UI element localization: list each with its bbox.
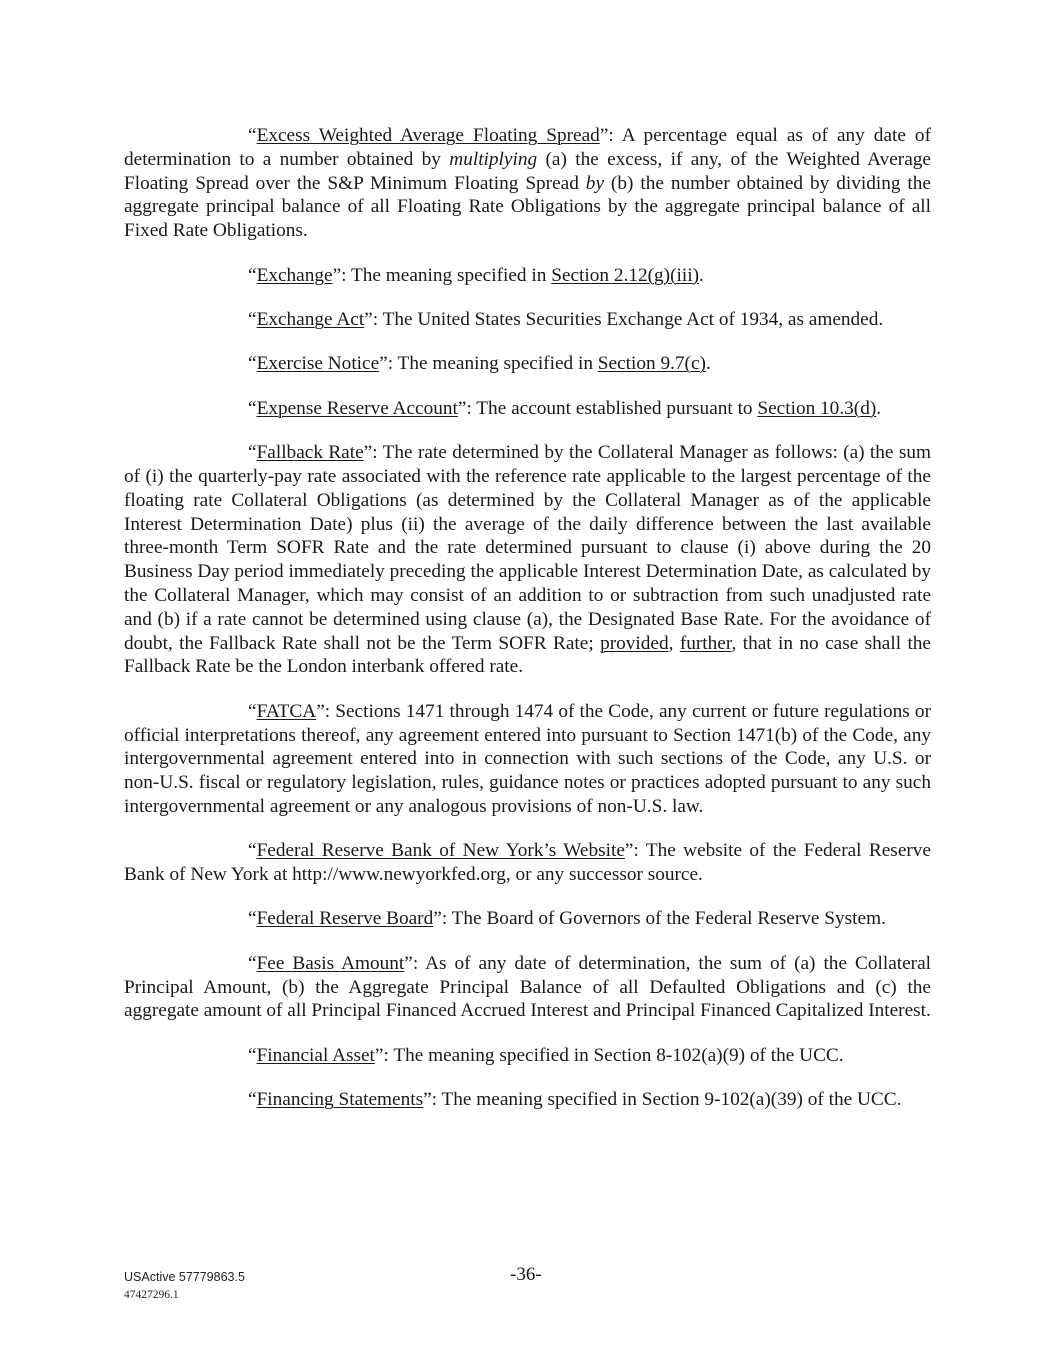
defined-term: FATCA [256, 700, 317, 722]
defined-term: Exchange [256, 264, 333, 286]
definition-frbny-website: “Federal Reserve Bank of New York’s Website”: The website of the Federal Reserve Bank of New York at http://www.newyorkfed.org, or any successor source. [124, 840, 931, 886]
section-reference: Section 2.12(g)(iii) [551, 264, 700, 286]
definition-exchange-act: “Exchange Act”: The United States Securities Exchange Act of 1934, as amended. [248, 308, 884, 330]
section-reference: Section 9.7(c) [597, 353, 706, 375]
defined-term: Federal Reserve Board [256, 908, 434, 930]
defined-term: Fee Basis Amount [256, 952, 405, 974]
defined-term: Federal Reserve Bank of New York’s Website [256, 840, 625, 862]
defined-term: Exchange Act [256, 308, 365, 330]
definition-financing-statements: “Financing Statements”: The meaning specified in Section 9-102(a)(39) of the UCC. [248, 1089, 902, 1111]
definition-excess-weighted-average-floating-spread: “Excess Weighted Average Floating Spread”: A percentage equal as of any date of determination to a number obtained by multiplying (a) the excess, if any, of the Weighted Average Floating Spread over the S&P Minimum Floating Spread by (b) the number obtained by dividing the aggregate principal balance of all Floating Rate Obligations by the aggregate principal balance of all Fixed Rate Obligations. [124, 125, 931, 242]
definition-exercise-notice: “Exercise Notice”: The meaning specified in Section 9.7(c). [248, 353, 711, 375]
footer-doc-id: USActive 57779863.5 [124, 1270, 245, 1284]
definition-exchange: “Exchange”: The meaning specified in Section 2.12(g)(iii). [248, 264, 704, 286]
definition-fatca: “FATCA”: Sections 1471 through 1474 of the Code, any current or future regulations or official interpretations thereof, any agreement entered into pursuant to Section 1471(b) of the Code, any intergovernmental agreement entered into in connection with such sections of the Code, any U.S. or non-U.S. fiscal or regulatory legislation, rules, guidance notes or practices adopted pursuant to any such intergovernmental agreement or any analogous provisions of non-U.S. law. [124, 700, 931, 817]
defined-term: Excess Weighted Average Floating Spread [256, 125, 600, 146]
footer-document-ids [124, 1268, 245, 1304]
defined-term: Expense Reserve Account [256, 397, 458, 419]
definition-fee-basis-amount: “Fee Basis Amount”: As of any date of determination, the sum of (a) the Collateral Principal Amount, (b) the Aggregate Principal Balance of all Defaulted Obligations and (c) the aggregate amount of all Principal Financed Accrued Interest and Principal Financed Capitalized Interest. [124, 952, 931, 1022]
document-page [124, 124, 931, 1133]
definition-fallback-rate: “Fallback Rate”: The rate determined by the Collateral Manager as follows: (a) the sum of (i) the quarterly-pay rate associated with the reference rate applicable to the largest percentage of the floating rate Collateral Obligations (as determined by the Collateral Manager as of the applicable Interest Determination Date) plus (ii) the average of the daily difference between the last available three-month Term SOFR Rate and the rate determined pursuant to clause (i) above during the 20 Business Day period immediately preceding the applicable Interest Determination Date, as calculated by the Collateral Manager, which may consist of an addition to or subtraction from such unadjusted rate and (b) if a rate cannot be determined using clause (a), the Designated Base Rate. For the avoidance of doubt, the Fallback Rate shall not be the Term SOFR Rate; provided, further, that in no case shall the Fallback Rate be the London interbank offered rate. [124, 442, 932, 678]
definition-expense-reserve-account: “Expense Reserve Account”: The account established pursuant to Section 10.3(d). [248, 397, 882, 419]
definition-federal-reserve-board: “Federal Reserve Board”: The Board of Governors of the Federal Reserve System. [248, 908, 886, 930]
section-reference: Section 10.3(d) [757, 397, 877, 419]
definition-financial-asset: “Financial Asset”: The meaning specified in Section 8-102(a)(9) of the UCC. [248, 1044, 844, 1066]
defined-term: Fallback Rate [256, 442, 364, 464]
defined-term: Financing Statements [256, 1089, 424, 1111]
defined-term: Financial Asset [256, 1044, 375, 1066]
page-number: -36- [510, 1264, 542, 1285]
defined-term: Exercise Notice [256, 353, 380, 375]
footer-doc-id-secondary: 47427296.1 [124, 1289, 179, 1301]
